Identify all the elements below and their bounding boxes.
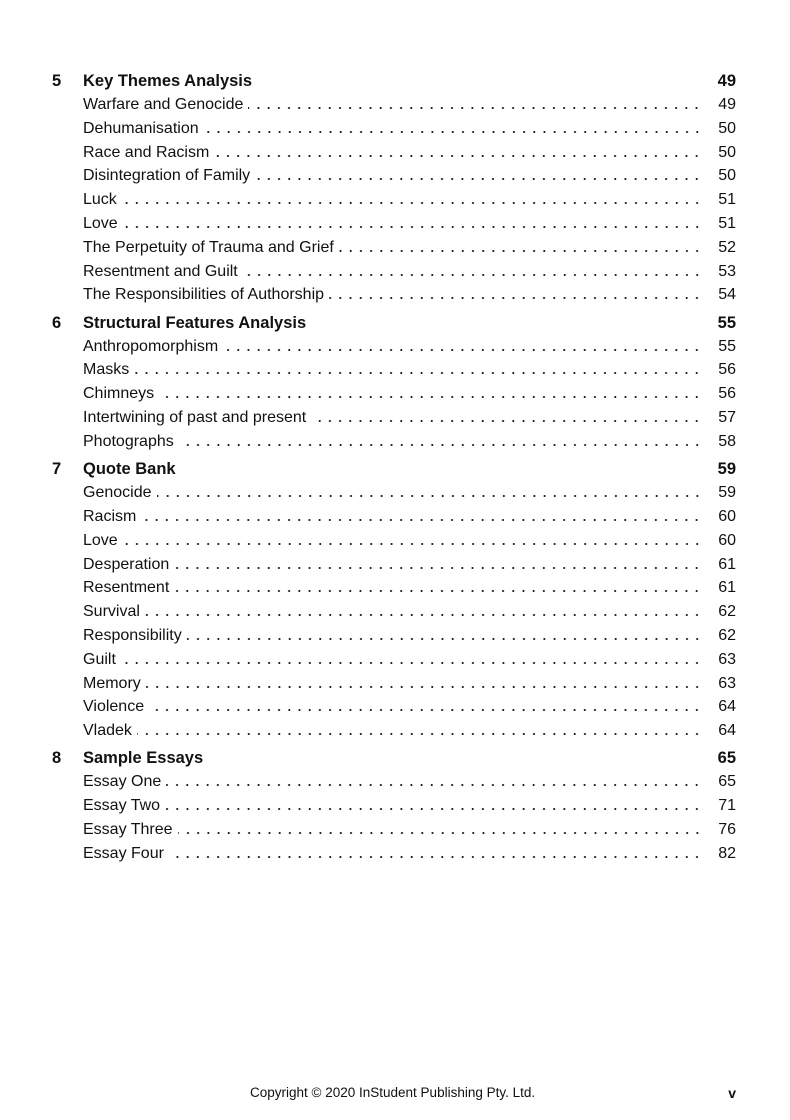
dot-leader [123, 529, 702, 545]
entry-page-number: 71 [718, 797, 736, 815]
toc-entry[interactable] [52, 283, 736, 307]
entry-title: Essay Four [83, 844, 164, 862]
dot-leader [169, 842, 702, 858]
toc-entry[interactable] [52, 576, 736, 600]
section-heading[interactable] [52, 69, 736, 93]
section-page-number: 65 [717, 749, 736, 768]
dot-leader [121, 648, 702, 664]
section-heading[interactable] [52, 746, 736, 770]
dot-leader [159, 382, 702, 398]
dot-leader [134, 358, 702, 374]
dot-leader [174, 576, 702, 592]
dot-leader [255, 164, 702, 180]
dot-leader [157, 481, 703, 497]
toc-entry[interactable] [52, 212, 736, 236]
copyright-notice: Copyright © 2020 InStudent Publishing Pty. Ltd. [250, 1085, 536, 1100]
section-title: Key Themes Analysis [83, 72, 253, 90]
dot-leader [146, 672, 702, 688]
section-heading[interactable] [52, 457, 736, 481]
dot-leader [145, 600, 702, 616]
entry-title: Essay One [83, 773, 162, 791]
entry-title: Vladek [83, 722, 132, 740]
toc-entry[interactable] [52, 93, 736, 117]
entry-page-number: 63 [718, 650, 736, 668]
entry-page-number: 76 [718, 821, 736, 839]
section-page-number: 49 [717, 72, 736, 90]
entry-page-number: 50 [718, 119, 736, 137]
toc-entry[interactable] [52, 236, 736, 260]
section-title: Structural Features Analysis [83, 313, 307, 332]
entry-page-number: 51 [718, 214, 736, 232]
section-number: 6 [52, 313, 62, 332]
section-number: 7 [52, 460, 62, 479]
toc-entry[interactable] [52, 188, 736, 212]
entry-page-number: 64 [718, 722, 736, 740]
toc-entry[interactable] [52, 600, 736, 624]
toc-entry[interactable] [52, 624, 736, 648]
entry-title: Essay Two [83, 797, 161, 815]
entry-title: The Perpetuity of Trauma and Grief [83, 238, 334, 256]
section-title: Sample Essays [83, 749, 204, 768]
entry-page-number: 62 [718, 626, 736, 644]
dot-leader [165, 794, 702, 810]
entry-title: Resentment [83, 579, 170, 597]
entry-title: Guilt [83, 650, 116, 668]
entry-page-number: 52 [718, 238, 736, 256]
dot-leader [243, 260, 702, 276]
entry-page-number: 61 [718, 579, 736, 597]
toc-entry[interactable] [52, 529, 736, 553]
entry-title: Dehumanisation [83, 119, 199, 137]
dot-leader [329, 283, 702, 299]
entry-page-number: 65 [718, 773, 736, 791]
toc-entry[interactable] [52, 406, 736, 430]
dot-leader [204, 117, 702, 133]
dot-leader [149, 695, 702, 711]
toc-entry[interactable] [52, 141, 736, 165]
toc-entry[interactable] [52, 818, 736, 842]
entry-page-number: 60 [718, 531, 736, 549]
entry-title: Desperation [83, 555, 170, 573]
page-number: v [728, 1085, 736, 1101]
dot-leader [311, 406, 702, 422]
dot-leader [179, 430, 702, 446]
entry-page-number: 54 [718, 286, 736, 304]
toc-entry[interactable] [52, 164, 736, 188]
entry-page-number: 49 [718, 96, 736, 113]
section-heading[interactable] [52, 311, 736, 335]
section-page-number: 59 [717, 460, 736, 479]
toc-entry[interactable] [52, 335, 736, 359]
toc-section [52, 69, 736, 307]
entry-page-number: 59 [718, 484, 736, 502]
entry-title: Responsibility [83, 626, 182, 644]
toc-section [52, 457, 736, 743]
toc-entry[interactable] [52, 553, 736, 577]
dot-leader [174, 553, 702, 569]
entry-title: Resentment and Guilt [83, 262, 238, 280]
dot-leader [339, 236, 702, 252]
entry-title: Survival [83, 603, 140, 621]
toc-entry[interactable] [52, 770, 736, 794]
toc-entry[interactable] [52, 719, 736, 743]
entry-title: Disintegration of Family [83, 167, 251, 185]
entry-page-number: 50 [718, 167, 736, 185]
dot-leader [214, 141, 702, 157]
section-number: 5 [52, 72, 62, 90]
toc-section [52, 311, 736, 454]
section-number: 8 [52, 749, 62, 768]
entry-title: Masks [83, 361, 130, 379]
entry-title: The Responsibilities of Authorship [83, 286, 325, 304]
dot-leader [178, 818, 702, 834]
entry-page-number: 64 [718, 698, 736, 716]
toc-entry[interactable] [52, 672, 736, 696]
entry-page-number: 57 [718, 409, 736, 427]
toc-section [52, 746, 736, 865]
toc-entry[interactable] [52, 260, 736, 284]
entry-title: Intertwining of past and present [83, 409, 307, 427]
toc-entry[interactable] [52, 430, 736, 454]
toc-entry[interactable] [52, 648, 736, 672]
entry-title: Genocide [83, 484, 152, 502]
dot-leader [223, 335, 702, 351]
dot-leader [141, 505, 702, 521]
toc-entry[interactable] [52, 481, 736, 505]
toc-entry[interactable] [52, 842, 736, 866]
entry-page-number: 56 [718, 361, 736, 379]
dot-leader [137, 719, 702, 735]
dot-leader [248, 93, 702, 109]
entry-page-number: 58 [718, 432, 736, 450]
entry-page-number: 62 [718, 603, 736, 621]
toc-entry[interactable] [52, 505, 736, 529]
entry-title: Memory [83, 674, 141, 692]
entry-title: Love [83, 214, 118, 232]
table-of-contents [52, 69, 736, 866]
entry-page-number: 82 [718, 844, 736, 862]
entry-page-number: 50 [718, 143, 736, 161]
entry-page-number: 60 [718, 507, 736, 525]
entry-page-number: 56 [718, 385, 736, 403]
page-footer [0, 1085, 790, 1105]
section-title: Quote Bank [83, 460, 176, 479]
entry-title: Violence [83, 698, 145, 716]
toc-entry[interactable] [52, 117, 736, 141]
entry-page-number: 53 [718, 262, 736, 280]
dot-leader [123, 212, 702, 228]
entry-title: Warfare and Genocide [83, 96, 244, 113]
toc-entry[interactable] [52, 382, 736, 406]
toc-entry[interactable] [52, 695, 736, 719]
entry-page-number: 63 [718, 674, 736, 692]
entry-title: Racism [83, 507, 137, 525]
entry-page-number: 55 [718, 337, 736, 355]
toc-entry[interactable] [52, 794, 736, 818]
entry-title: Luck [83, 191, 117, 209]
dot-leader [187, 624, 702, 640]
entry-title: Race and Racism [83, 143, 210, 161]
entry-title: Chimneys [83, 385, 155, 403]
dot-leader [122, 188, 702, 204]
entry-title: Essay Three [83, 821, 173, 839]
entry-page-number: 61 [718, 555, 736, 573]
entry-title: Photographs [83, 432, 174, 450]
section-page-number: 55 [717, 313, 736, 332]
toc-entry[interactable] [52, 358, 736, 382]
dot-leader [166, 770, 702, 786]
entry-title: Love [83, 531, 118, 549]
entry-title: Anthropomorphism [83, 337, 219, 355]
entry-page-number: 51 [718, 191, 736, 209]
